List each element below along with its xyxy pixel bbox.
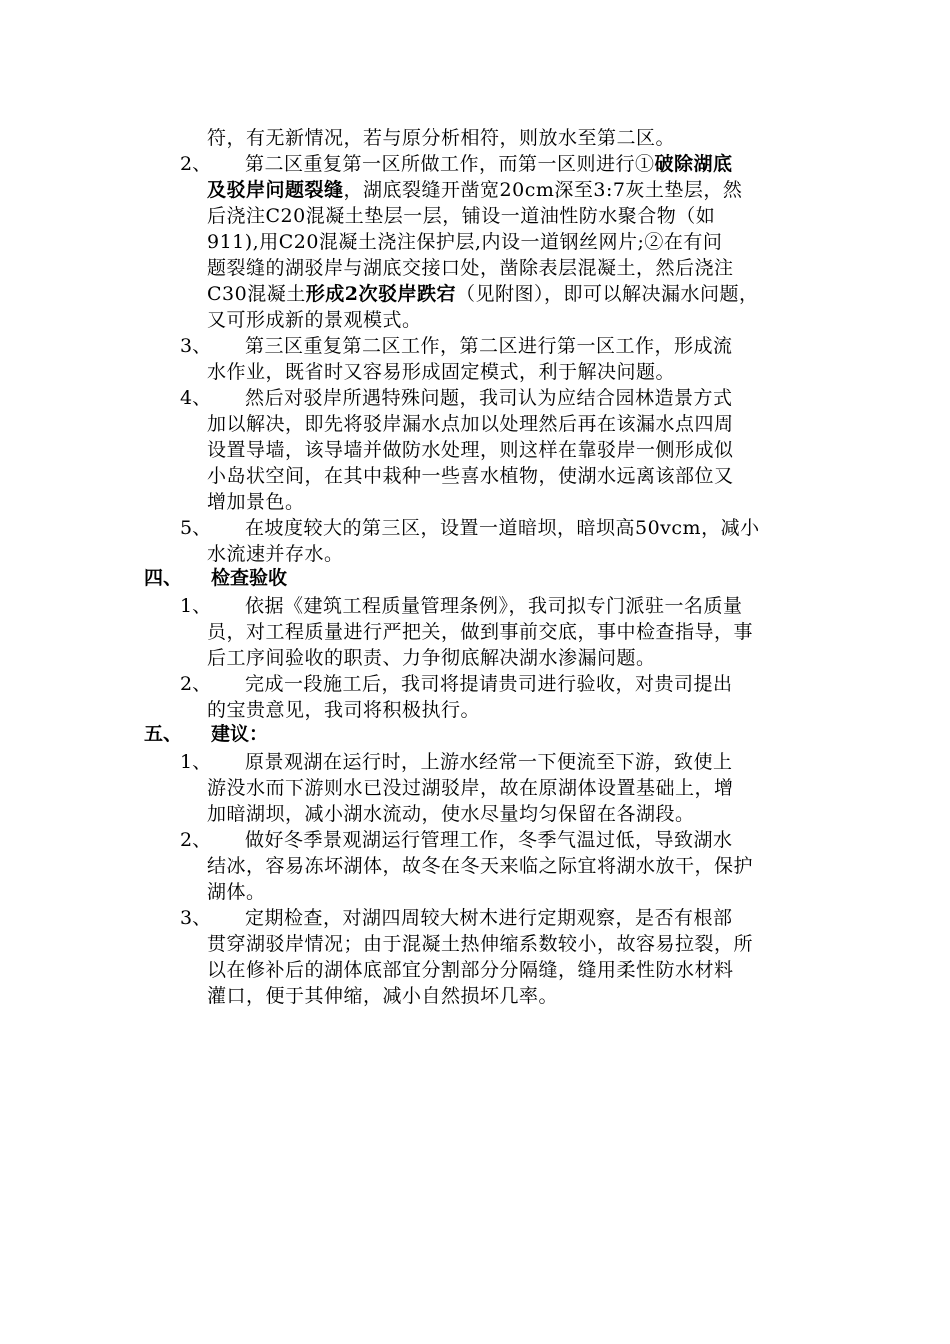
section-number: 四、	[144, 567, 183, 589]
paragraph-line: 后工序间验收的职责、力争彻底解决湖水渗漏问题。	[207, 647, 656, 669]
section-title: 建议：	[211, 723, 269, 745]
section-title: 检查验收	[211, 567, 288, 589]
paragraph-line: 水作业，既省时又容易形成固定模式，利于解决问题。	[207, 361, 676, 383]
paragraph-line: 又可形成新的景观模式。	[207, 309, 422, 331]
paragraph-line: 结冰，容易冻坏湖体，故冬在冬天来临之际宜将湖水放干，保护	[207, 855, 754, 877]
item-number: 2、	[180, 829, 212, 851]
paragraph-line: 911),用C20混凝土浇注保护层,内设一道钢丝网片;②在有问	[207, 231, 723, 253]
item-number: 4、	[180, 387, 212, 409]
paragraph-line: 依据《建筑工程质量管理条例》，我司拟专门派驻一名质量	[245, 595, 743, 617]
paragraph-line: 加暗湖坝，减小湖水流动，使水尽量均匀保留在各湖段。	[207, 803, 695, 825]
paragraph-line: 湖体。	[207, 881, 266, 903]
item-number: 2、	[180, 673, 212, 695]
paragraph-line: 小岛状空间，在其中栽种一些喜水植物，使湖水远离该部位又	[207, 465, 734, 487]
item-number: 3、	[180, 335, 212, 357]
paragraph-line: C30混凝土形成2次驳岸跌宕（见附图），即可以解决漏水问题，	[207, 283, 759, 305]
paragraph-line: 增加景色。	[207, 491, 305, 513]
paragraph-line: 加以解决，即先将驳岸漏水点加以处理然后再在该漏水点四周	[207, 413, 734, 435]
paragraph-line: 原景观湖在运行时，上游水经常一下便流至下游，致使上	[245, 751, 733, 773]
paragraph-line: 完成一段施工后，我司将提请贵司进行验收，对贵司提出	[245, 673, 733, 695]
item-number: 5、	[180, 517, 212, 539]
paragraph-line: 的宝贵意见，我司将积极执行。	[207, 699, 481, 721]
paragraph-line: 然后对驳岸所遇特殊问题，我司认为应结合园林造景方式	[245, 387, 733, 409]
item-number: 2、	[180, 153, 212, 175]
item-number: 1、	[180, 751, 212, 773]
item-number: 3、	[180, 907, 212, 929]
bold-phrase: 破除湖底	[654, 153, 733, 175]
paragraph-line: 第二区重复第一区所做工作，而第一区则进行①破除湖底	[245, 153, 733, 175]
bold-phrase: 及驳岸问题裂缝	[207, 179, 344, 201]
paragraph-line: 题裂缝的湖驳岸与湖底交接口处，凿除表层混凝土，然后浇注	[207, 257, 734, 279]
paragraph-line: 在坡度较大的第三区，设置一道暗坝，暗坝高50vcm，减小	[245, 517, 760, 539]
paragraph-line: 贯穿湖驳岸情况；由于混凝土热伸缩系数较小，故容易拉裂，所	[207, 933, 754, 955]
paragraph-line: 灌口，便于其伸缩，减小自然损坏几率。	[207, 985, 559, 1007]
paragraph-line: 员，对工程质量进行严把关，做到事前交底，事中检查指导，事	[207, 621, 754, 643]
paragraph-line: 后浇注C20混凝土垫层一层，铺设一道油性防水聚合物（如	[207, 205, 716, 227]
paragraph-line: 定期检查，对湖四周较大树木进行定期观察，是否有根部	[245, 907, 733, 929]
paragraph-line: 设置导墙，该导墙并做防水处理，则这样在靠驳岸一侧形成似	[207, 439, 734, 461]
paragraph-line: 第三区重复第二区工作，第二区进行第一区工作，形成流	[245, 335, 733, 357]
section-number: 五、	[144, 723, 183, 745]
item-number: 1、	[180, 595, 212, 617]
bold-phrase: 形成2次驳岸跌宕	[305, 283, 456, 305]
paragraph-line: 及驳岸问题裂缝，湖底裂缝开凿宽20cm深至3:7灰土垫层，然	[207, 179, 743, 201]
paragraph-line: 游没水而下游则水已没过湖驳岸，故在原湖体设置基础上，增	[207, 777, 734, 799]
paragraph-line: 符，有无新情况，若与原分析相符，则放水至第二区。	[207, 127, 676, 149]
paragraph-line: 做好冬季景观湖运行管理工作，冬季气温过低，导致湖水	[245, 829, 733, 851]
paragraph-line: 水流速并存水。	[207, 543, 344, 565]
paragraph-line: 以在修补后的湖体底部宜分割部分分隔缝，缝用柔性防水材料	[207, 959, 734, 981]
